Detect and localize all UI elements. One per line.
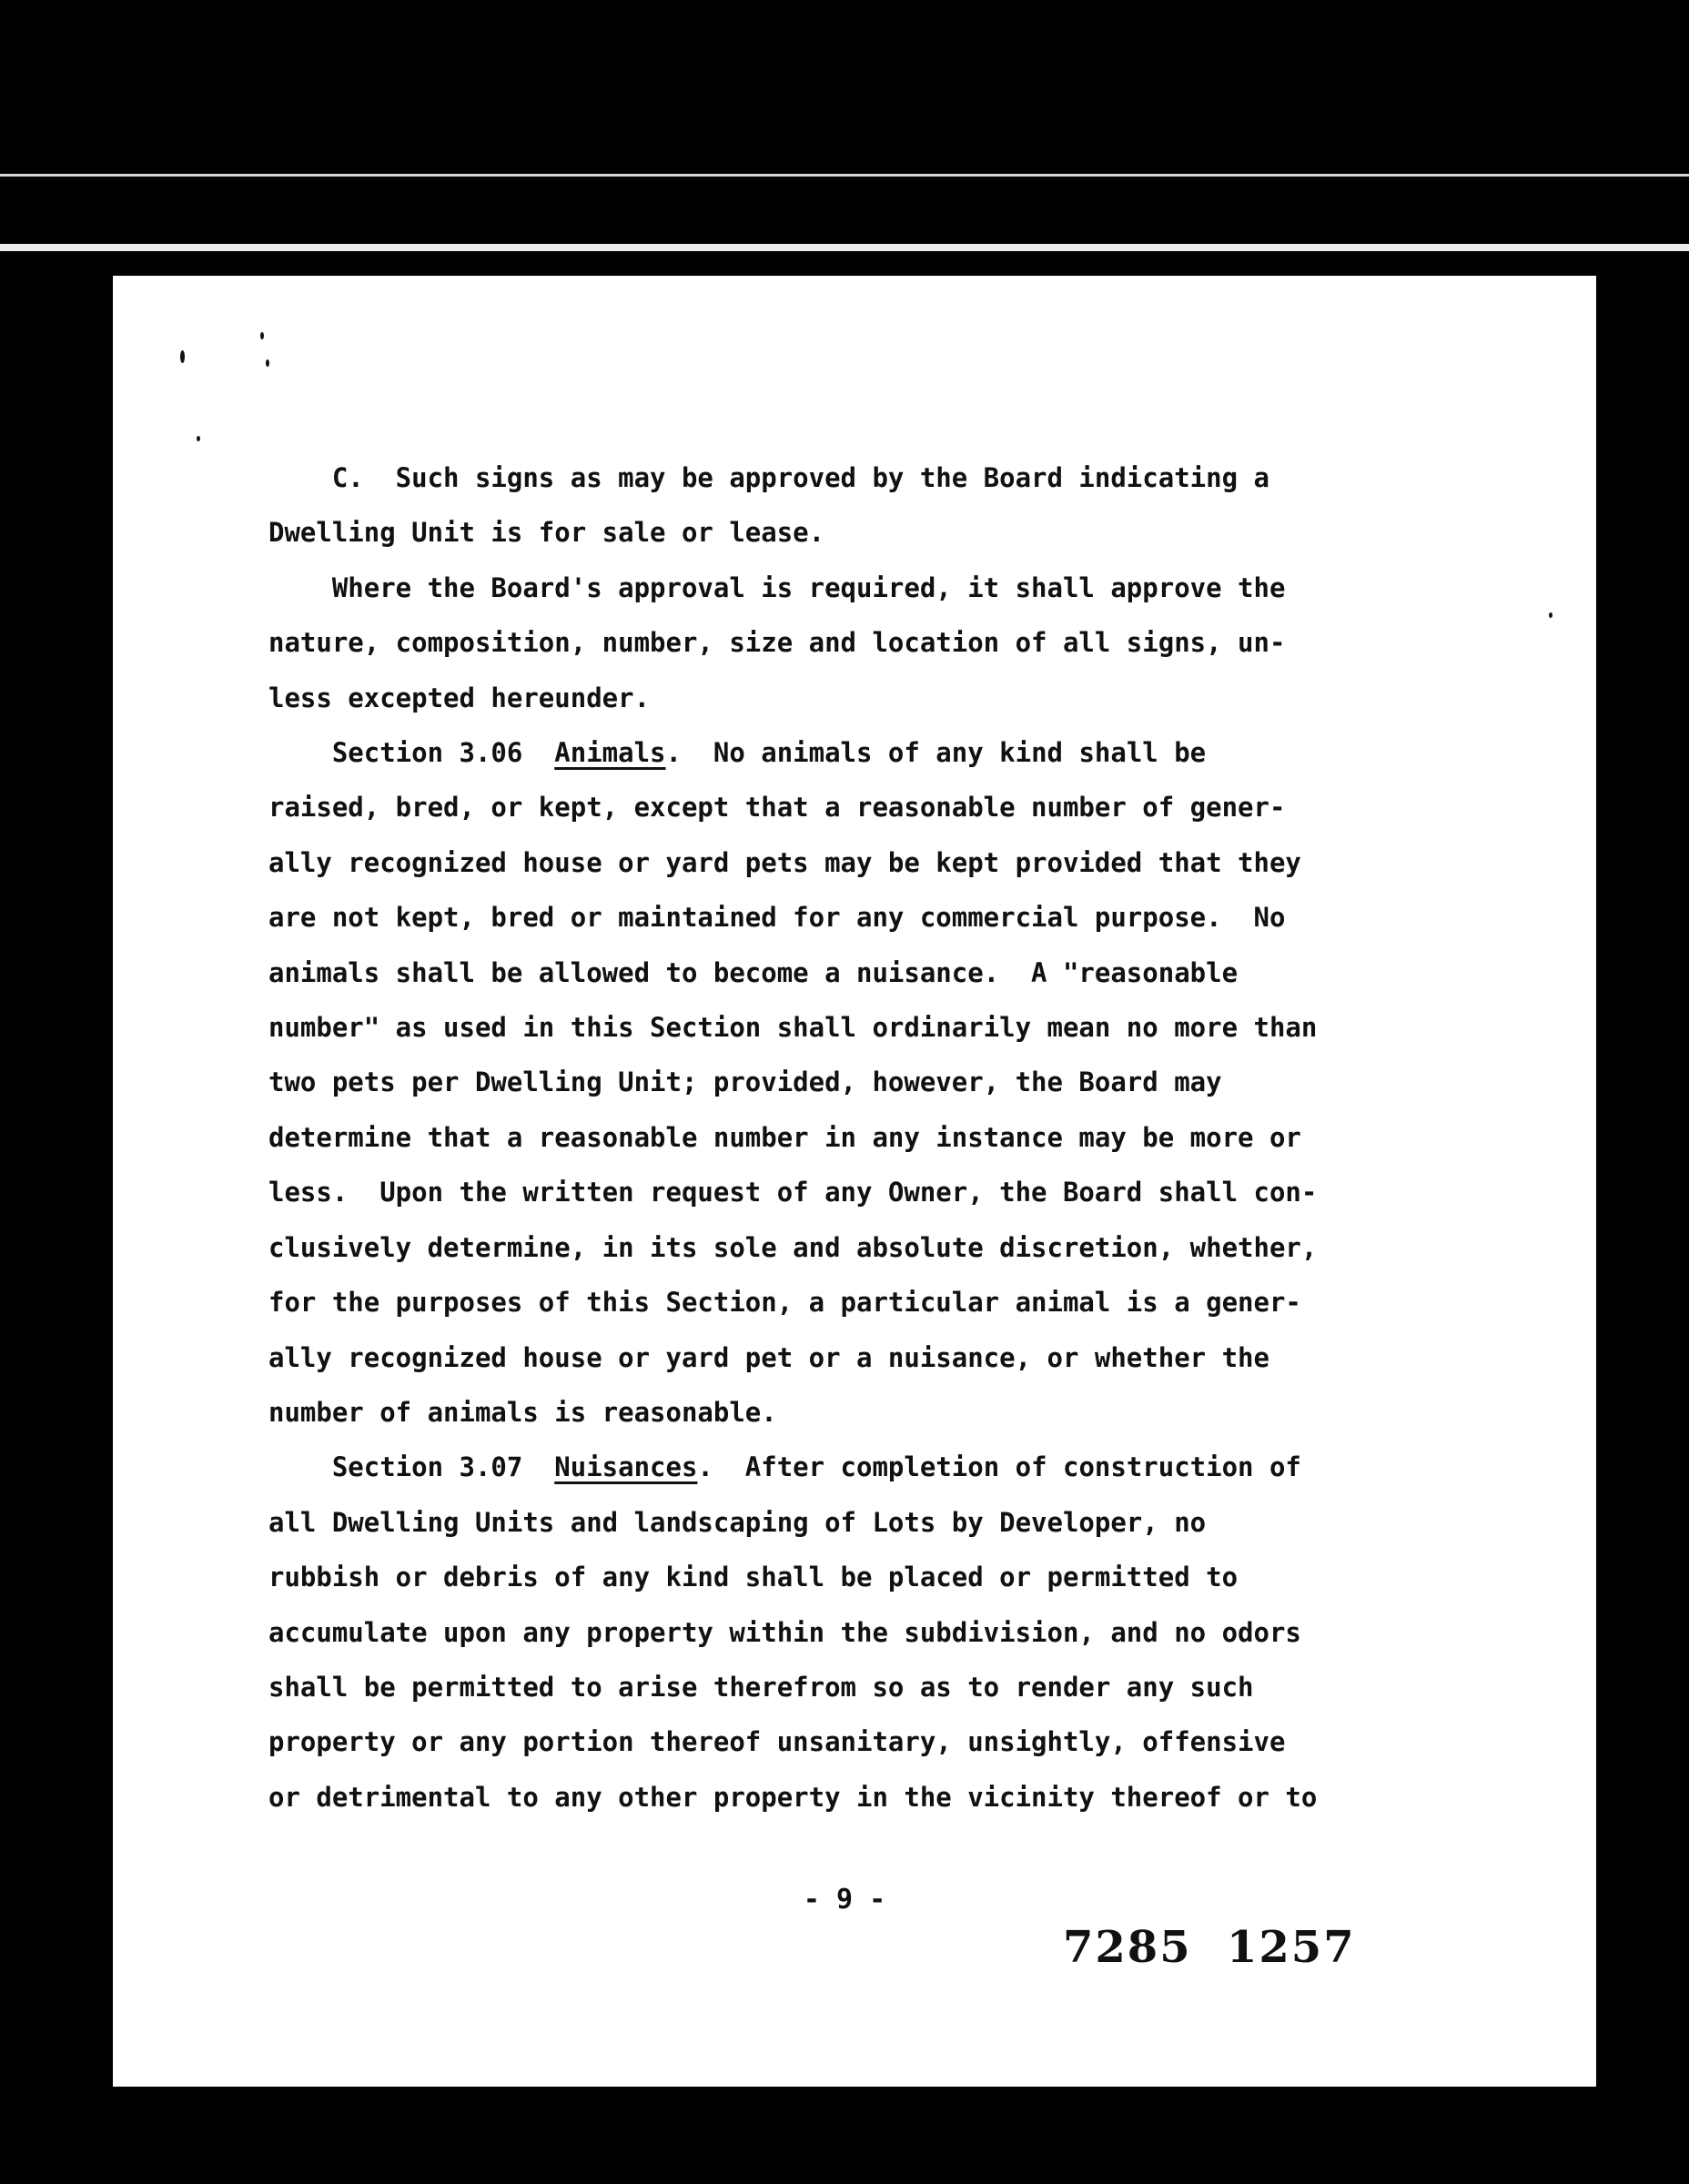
section-heading: Animals — [554, 737, 666, 769]
text-segment: less excepted hereunder. — [268, 682, 651, 713]
text-segment: number of animals is reasonable. — [268, 1396, 777, 1428]
text-line — [268, 1165, 1461, 1219]
text-line — [268, 1550, 1461, 1604]
scan-speck — [197, 436, 200, 441]
text-line — [268, 1660, 1461, 1714]
paragraph — [268, 725, 1461, 1440]
text-segment: . After completion of construction of — [697, 1451, 1301, 1483]
text-line — [268, 1605, 1461, 1660]
text-segment: less. Upon the written request of any Owner, the Board shall con- — [268, 1177, 1318, 1208]
book-number: 7285 — [1063, 1922, 1192, 1973]
text-segment: Section 3.06 — [268, 737, 555, 769]
text-segment: two pets per Dwelling Unit; provided, however, the Board may — [268, 1067, 1222, 1098]
text-segment: nature, composition, number, size and location of all signs, un- — [268, 627, 1286, 659]
text-segment: accumulate upon any property within the subdivision, and no odors — [268, 1616, 1301, 1648]
text-segment: Section 3.07 — [268, 1451, 555, 1483]
text-segment: determine that a reasonable number in any instance may be more or — [268, 1121, 1301, 1153]
text-line — [268, 1495, 1461, 1550]
paragraph — [268, 1440, 1461, 1825]
paragraph — [268, 561, 1461, 725]
text-segment: shall be permitted to arise therefrom so as to render any such — [268, 1671, 1254, 1703]
text-line — [268, 1110, 1461, 1165]
text-segment: are not kept, bred or maintained for any commercial purpose. No — [268, 902, 1286, 934]
text-segment: or detrimental to any other property in the vicinity thereof or to — [268, 1781, 1318, 1813]
text-line — [268, 505, 1461, 560]
text-line — [268, 561, 1461, 615]
text-line — [268, 725, 1461, 780]
text-segment: rubbish or debris of any kind shall be placed or permitted to — [268, 1562, 1239, 1593]
text-line — [268, 1440, 1461, 1494]
text-segment: clusively determine, in its sole and absolute discretion, whether, — [268, 1231, 1318, 1263]
paragraph — [268, 450, 1461, 561]
document-body-text — [268, 450, 1461, 1825]
scan-speck — [1549, 612, 1552, 618]
text-segment: ally recognized house or yard pets may be kept provided that they — [268, 846, 1301, 878]
scan-speck — [260, 332, 264, 339]
book-page-number: 1257 — [1227, 1922, 1356, 1973]
text-line — [268, 1714, 1461, 1769]
text-line — [268, 1055, 1461, 1109]
text-line — [268, 1000, 1461, 1055]
text-segment: animals shall be allowed to become a nuisance. A "reasonable — [268, 956, 1239, 988]
text-line — [268, 835, 1461, 890]
scan-edge-top — [0, 174, 1689, 177]
text-segment: number" as used in this Section shall ordinarily mean no more than — [268, 1012, 1318, 1044]
text-line — [268, 1275, 1461, 1330]
text-line — [268, 890, 1461, 945]
text-line — [268, 615, 1461, 670]
text-segment: Dwelling Unit is for sale or lease. — [268, 517, 825, 549]
page-number: - 9 - — [803, 1884, 886, 1916]
text-line — [268, 1330, 1461, 1385]
text-segment: all Dwelling Units and landscaping of Lots by Developer, no — [268, 1506, 1207, 1538]
scan-edge-bar — [0, 244, 1689, 251]
scan-speck — [266, 359, 269, 367]
text-segment: for the purposes of this Section, a particular animal is a gener- — [268, 1287, 1301, 1319]
text-line — [268, 1220, 1461, 1275]
text-line — [268, 450, 1461, 505]
text-line — [268, 780, 1461, 834]
section-heading: Nuisances — [554, 1451, 698, 1483]
text-segment: C. Such signs as may be approved by the Board indicating a — [268, 462, 1269, 493]
text-line — [268, 1770, 1461, 1825]
text-segment: ally recognized house or yard pet or a nuisance, or whether the — [268, 1341, 1269, 1373]
text-segment: raised, bred, or kept, except that a reasonable number of gener- — [268, 792, 1286, 824]
text-line — [268, 671, 1461, 725]
text-segment: Where the Board's approval is required, it shall approve the — [268, 571, 1286, 603]
text-line — [268, 1385, 1461, 1440]
text-segment: . No animals of any kind shall be — [665, 737, 1207, 769]
text-segment: property or any portion thereof unsanitary, unsightly, offensive — [268, 1726, 1286, 1758]
scan-speck — [180, 350, 185, 363]
text-line — [268, 945, 1461, 1000]
